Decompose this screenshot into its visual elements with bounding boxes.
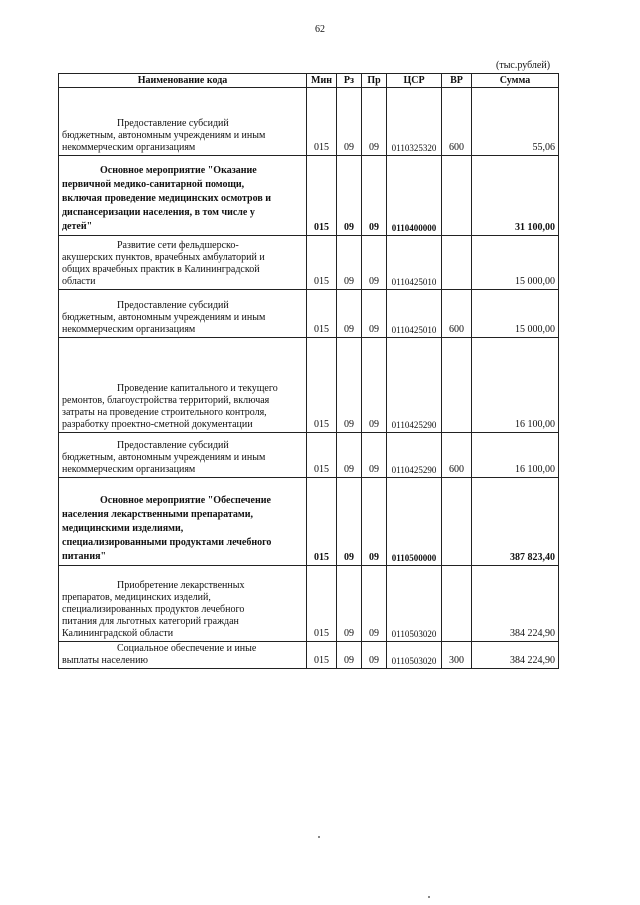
row-vr: 600 xyxy=(442,433,472,478)
row-name-line: бюджетным, автономным учреждениям и иным xyxy=(62,130,266,141)
row-name xyxy=(59,642,307,669)
row-csr: 0110425290 xyxy=(387,338,442,433)
table-row xyxy=(59,156,559,236)
row-csr: 0110425010 xyxy=(387,236,442,290)
row-sum: 16 100,00 xyxy=(472,338,559,433)
row-name-line: бюджетным, автономным учреждениям и иным xyxy=(62,312,266,323)
row-sum: 387 823,40 xyxy=(472,478,559,566)
row-sum: 31 100,00 xyxy=(472,156,559,236)
row-sum: 15 000,00 xyxy=(472,236,559,290)
row-name-line: области xyxy=(62,276,96,287)
row-name-line: Социальное обеспечение и иные xyxy=(117,643,257,654)
header-pr: Пр xyxy=(362,74,387,88)
row-sum: 384 224,90 xyxy=(472,642,559,669)
row-name-line: питания" xyxy=(62,551,107,562)
row-name-line: детей" xyxy=(62,221,93,232)
row-rz: 09 xyxy=(337,642,362,669)
row-name-line: первичной медико-санитарной помощи, xyxy=(62,179,245,190)
row-name-line: Проведение капитального и текущего xyxy=(117,383,278,394)
row-min: 015 xyxy=(307,642,337,669)
row-name xyxy=(59,290,307,338)
row-rz: 09 xyxy=(337,478,362,566)
table-row xyxy=(59,338,559,433)
header-csr: ЦСР xyxy=(387,74,442,88)
table-row xyxy=(59,88,559,156)
row-pr: 09 xyxy=(362,236,387,290)
table-row xyxy=(59,642,559,669)
header-rz: Рз xyxy=(337,74,362,88)
row-sum: 55,06 xyxy=(472,88,559,156)
row-pr: 09 xyxy=(362,338,387,433)
row-name-line: включая проведение медицинских осмотров и xyxy=(62,193,272,204)
units-label: (тыс.рублей) xyxy=(496,60,551,71)
row-min: 015 xyxy=(307,236,337,290)
row-vr: 300 xyxy=(442,642,472,669)
row-name-line: Основное мероприятие "Оказание xyxy=(100,165,257,176)
table-header-row xyxy=(59,74,559,88)
row-min: 015 xyxy=(307,290,337,338)
row-name-line: питания для льготных категорий граждан xyxy=(62,616,239,627)
scan-speck xyxy=(428,896,430,898)
row-csr: 0110503020 xyxy=(387,566,442,642)
row-csr: 0110500000 xyxy=(387,478,442,566)
row-csr: 0110425290 xyxy=(387,433,442,478)
row-name-line: акушерских пунктов, врачебных амбулаторий и xyxy=(62,252,265,263)
header-sum: Сумма xyxy=(472,74,559,88)
row-vr: 600 xyxy=(442,88,472,156)
row-csr: 0110503020 xyxy=(387,642,442,669)
row-rz: 09 xyxy=(337,88,362,156)
table-row xyxy=(59,478,559,566)
row-name-line: некоммерческим организациям xyxy=(62,464,196,475)
row-sum: 15 000,00 xyxy=(472,290,559,338)
row-pr: 09 xyxy=(362,433,387,478)
row-name-line: ремонтов, благоустройства территорий, включая xyxy=(62,395,270,406)
row-name-line: диспансеризации населения, в том числе у xyxy=(62,207,255,218)
row-min: 015 xyxy=(307,478,337,566)
header-vr: ВР xyxy=(442,74,472,88)
row-csr: 0110325320 xyxy=(387,88,442,156)
row-rz: 09 xyxy=(337,236,362,290)
row-vr xyxy=(442,566,472,642)
row-name-line: населения лекарственными препаратами, xyxy=(62,509,253,520)
row-name-line: Предоставление субсидий xyxy=(117,300,229,311)
row-min: 015 xyxy=(307,88,337,156)
row-vr xyxy=(442,156,472,236)
row-name-line: специализированных продуктов лечебного xyxy=(62,604,245,615)
row-name-line: Калининградской области xyxy=(62,628,174,639)
row-name-line: Предоставление субсидий xyxy=(117,440,229,451)
scan-speck xyxy=(318,836,320,838)
table-row xyxy=(59,236,559,290)
row-pr: 09 xyxy=(362,88,387,156)
row-min: 015 xyxy=(307,433,337,478)
row-name xyxy=(59,478,307,566)
table-row xyxy=(59,290,559,338)
row-sum: 16 100,00 xyxy=(472,433,559,478)
row-name-line: медицинскими изделиями, xyxy=(62,523,184,534)
row-vr: 600 xyxy=(442,290,472,338)
row-name-line: специализированными продуктами лечебного xyxy=(62,537,272,548)
row-pr: 09 xyxy=(362,156,387,236)
row-name-line: Приобретение лекарственных xyxy=(117,580,245,591)
row-rz: 09 xyxy=(337,433,362,478)
row-name-line: выплаты населению xyxy=(62,655,148,666)
row-rz: 09 xyxy=(337,290,362,338)
row-name-line: бюджетным, автономным учреждениям и иным xyxy=(62,452,266,463)
row-vr xyxy=(442,478,472,566)
row-name-line: затраты на проведение строительного контроля, xyxy=(62,407,267,418)
row-name xyxy=(59,433,307,478)
header-name: Наименование кода xyxy=(59,74,307,88)
row-pr: 09 xyxy=(362,290,387,338)
row-name-line: общих врачебных практик в Калининградской xyxy=(62,264,260,275)
row-name-line: Основное мероприятие "Обеспечение xyxy=(100,495,271,506)
row-rz: 09 xyxy=(337,338,362,433)
row-pr: 09 xyxy=(362,566,387,642)
row-name-line: Предоставление субсидий xyxy=(117,118,229,129)
row-name xyxy=(59,236,307,290)
table-row xyxy=(59,433,559,478)
header-min: Мин xyxy=(307,74,337,88)
row-min: 015 xyxy=(307,566,337,642)
row-name-line: некоммерческим организациям xyxy=(62,324,196,335)
row-csr: 0110425010 xyxy=(387,290,442,338)
row-rz: 09 xyxy=(337,566,362,642)
row-name xyxy=(59,338,307,433)
row-pr: 09 xyxy=(362,642,387,669)
row-vr xyxy=(442,236,472,290)
row-name-line: Развитие сети фельдшерско- xyxy=(117,240,239,251)
row-vr xyxy=(442,338,472,433)
row-name xyxy=(59,88,307,156)
row-min: 015 xyxy=(307,338,337,433)
row-pr: 09 xyxy=(362,478,387,566)
row-sum: 384 224,90 xyxy=(472,566,559,642)
row-name-line: некоммерческим организациям xyxy=(62,142,196,153)
page-number: 62 xyxy=(315,24,325,35)
row-name xyxy=(59,156,307,236)
row-min: 015 xyxy=(307,156,337,236)
row-csr: 0110400000 xyxy=(387,156,442,236)
row-rz: 09 xyxy=(337,156,362,236)
budget-table xyxy=(58,73,559,669)
row-name-line: разработку проектно-сметной документации xyxy=(62,419,253,430)
row-name xyxy=(59,566,307,642)
table-row xyxy=(59,566,559,642)
row-name-line: препаратов, медицинских изделий, xyxy=(62,592,211,603)
